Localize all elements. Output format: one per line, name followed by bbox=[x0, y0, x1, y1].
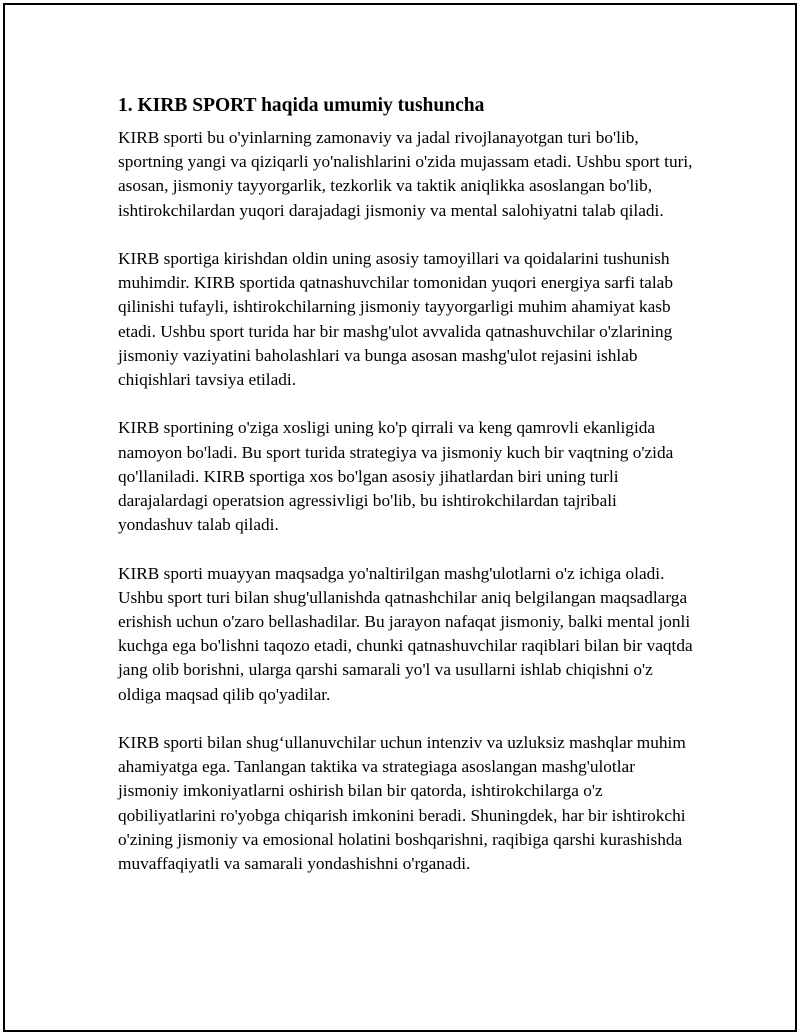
paragraph-2: KIRB sportiga kirishdan oldin uning asosiy tamoyillari va qoidalarini tushunish muhimdir. KIRB sportida qatnashuvchilar tomonidan yuqori energiya sarfi talab qilinishi tufayli, ishtirokchilarning jismoniy tayyorgarligi muhim ahamiyat kasb etadi. Ushbu sport turida har bir mashg'ulot avvalida qatnashuvchilar o'zlarining jismoniy vaziyatini baholashlari va bunga asosan mashg'ulot rejasini ishlab chiqishlari tavsiya etiladi. bbox=[118, 249, 673, 390]
paragraph-5: KIRB sporti bilan shug‘ullanuvchilar uchun intenziv va uzluksiz mashqlar muhim ahamiyatga ega. Tanlangan taktika va strategiaga asoslangan mashg'ulotlar jismoniy imkoniyatlarni oshirish bilan bir qatorda, ishtirokchilarga o'z qobiliyatlarini ro'yobga chiqarish imkonini beradi. Shuningdek, har bir ishtirokchi o'zining jismoniy va emosional holatini boshqarishni, raqibiga qarshi kurashishda muvaffaqiyatli va samarali yondashishni o'rganadi. bbox=[118, 733, 686, 874]
section-heading: 1. KIRB SPORT haqida umumiy tushuncha bbox=[118, 95, 485, 116]
paragraph-4: KIRB sporti muayyan maqsadga yo'naltirilgan mashg'ulotlarni o'z ichiga oladi. Ushbu sport turi bilan shug'ullanishda qatnashchilar aniq belgilangan maqsadlarga erishish uchun o'zaro bellashadilar. Bu jarayon nafaqat jismoniy, balki mental jonli kuchga ega bo'lishni taqozo etadi, chunki qatnashuvchilar raqiblari bilan bir vaqtda jang olib borishni, ularga qarshi samarali yo'l va usullarni ishlab chiqishni o'z oldiga maqsad qilib qo'yadilar. bbox=[118, 563, 693, 704]
paragraph-1: KIRB sporti bu o'yinlarning zamonaviy va jadal rivojlanayotgan turi bo'lib, sportning yangi va qiziqarli yo'nalishlarini o'zida mujassam etadi. Ushbu sport turi, asosan, jismoniy tayyorgarlik, tezkorlik va taktik aniqlikka asoslangan bo'lib, ishtirokchilardan yuqori darajadagi jismoniy va mental salohiyatni talab qiladi. bbox=[118, 128, 693, 220]
document-body bbox=[118, 92, 693, 900]
paragraph-3: KIRB sportining o'ziga xosligi uning ko'p qirrali va keng qamrovli ekanligida namoyon bo'ladi. Bu sport turida strategiya va jismoniy kuch bir vaqtning o'zida qo'llaniladi. KIRB sportiga xos bo'lgan asosiy jihatlardan biri uning turli darajalardagi operatsion agressivligi bo'lib, bu ishtirokchilardan tajribali yondashuv talab qiladi. bbox=[118, 418, 674, 535]
